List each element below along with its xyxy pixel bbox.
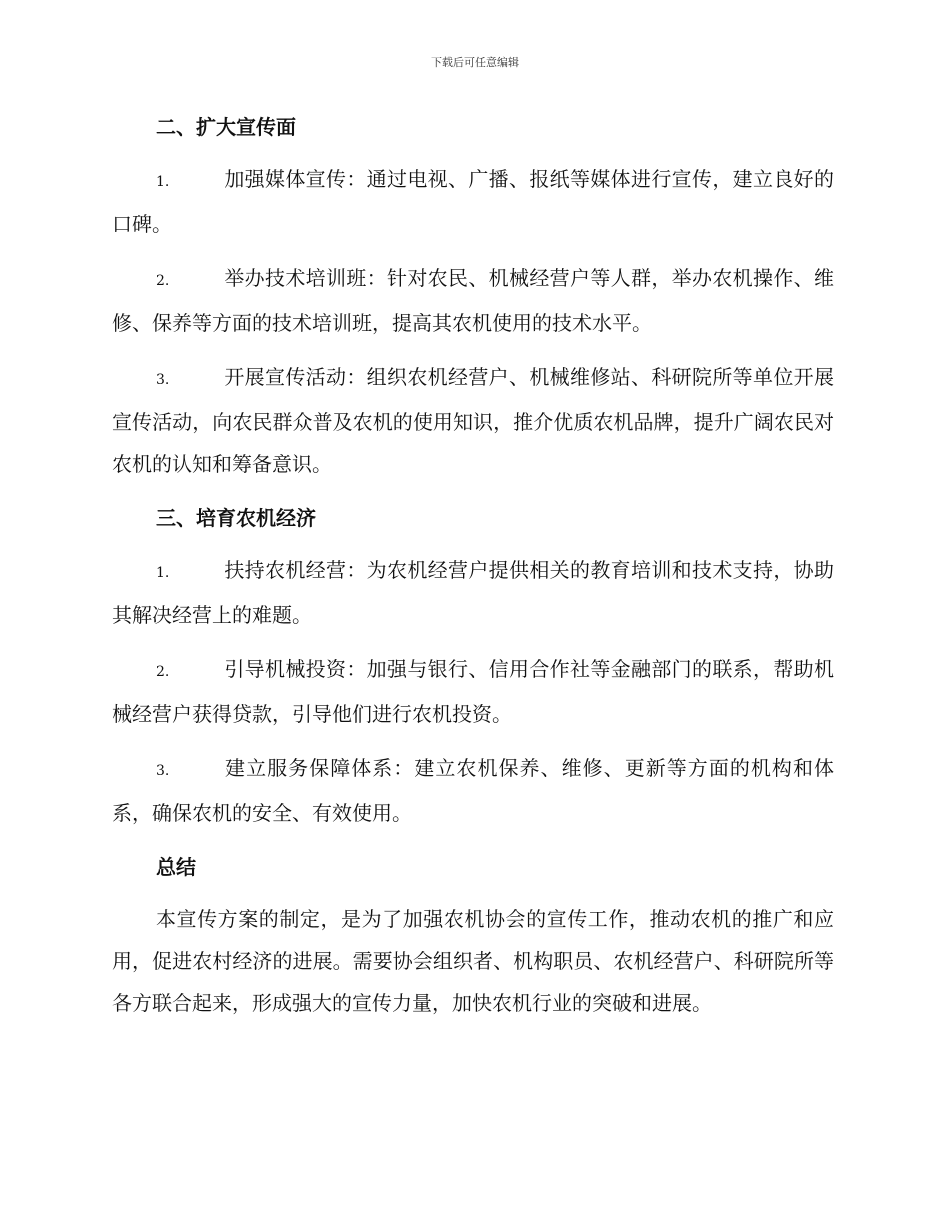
document-body — [112, 106, 834, 1024]
list-item — [112, 747, 834, 834]
item-text: 引导机械投资：加强与银行、信用合作社等金融部门的联系，帮助机械经营户获得贷款，引导他们进行农机投资。 — [112, 657, 834, 726]
item-number: 2. — [156, 664, 170, 680]
item-number: 3. — [156, 763, 170, 779]
item-number: 1. — [156, 174, 170, 190]
section-heading: 二、扩大宣传面 — [156, 115, 296, 139]
item-text: 建立服务保障体系：建立农机保养、维修、更新等方面的机构和体系，确保农机的安全、有效使用。 — [112, 756, 834, 825]
section-expand-publicity — [112, 106, 834, 485]
summary-heading: 总结 — [156, 855, 196, 879]
list-item — [112, 158, 834, 245]
list-item — [112, 549, 834, 636]
item-text: 开展宣传活动：组织农机经营户、机械维修站、科研院所等单位开展宣传活动，向农民群众普及农机的使用知识，推介优质农机品牌，提升广阔农民对农机的认知和筹备意识。 — [112, 365, 834, 476]
item-number: 2. — [156, 273, 170, 289]
page-header: 下载后可任意编辑 — [431, 56, 519, 69]
section-summary — [112, 846, 834, 1024]
item-text: 加强媒体宣传：通过电视、广播、报纸等媒体进行宣传，建立良好的口碑。 — [112, 167, 834, 236]
summary-paragraph: 本宣传方案的制定，是为了加强农机协会的宣传工作，推动农机的推广和应用，促进农村经济的进展。需要协会组织者、机构职员、农机经营户、科研院所等各方联合起来，形成强大的宣传力量，加快农机行业的突破和进展。 — [112, 907, 834, 1015]
list-item — [112, 257, 834, 344]
item-text: 举办技术培训班：针对农民、机械经营户等人群，举办农机操作、维修、保养等方面的技术培训班，提高其农机使用的技术水平。 — [112, 266, 834, 335]
item-text: 扶持农机经营：为农机经营户提供相关的教育培训和技术支持，协助其解决经营上的难题。 — [112, 558, 834, 627]
list-item — [112, 648, 834, 735]
item-number: 3. — [156, 372, 170, 388]
item-number: 1. — [156, 565, 170, 581]
section-heading: 三、培育农机经济 — [156, 506, 316, 530]
section-cultivate-economy — [112, 497, 834, 834]
list-item — [112, 356, 834, 485]
